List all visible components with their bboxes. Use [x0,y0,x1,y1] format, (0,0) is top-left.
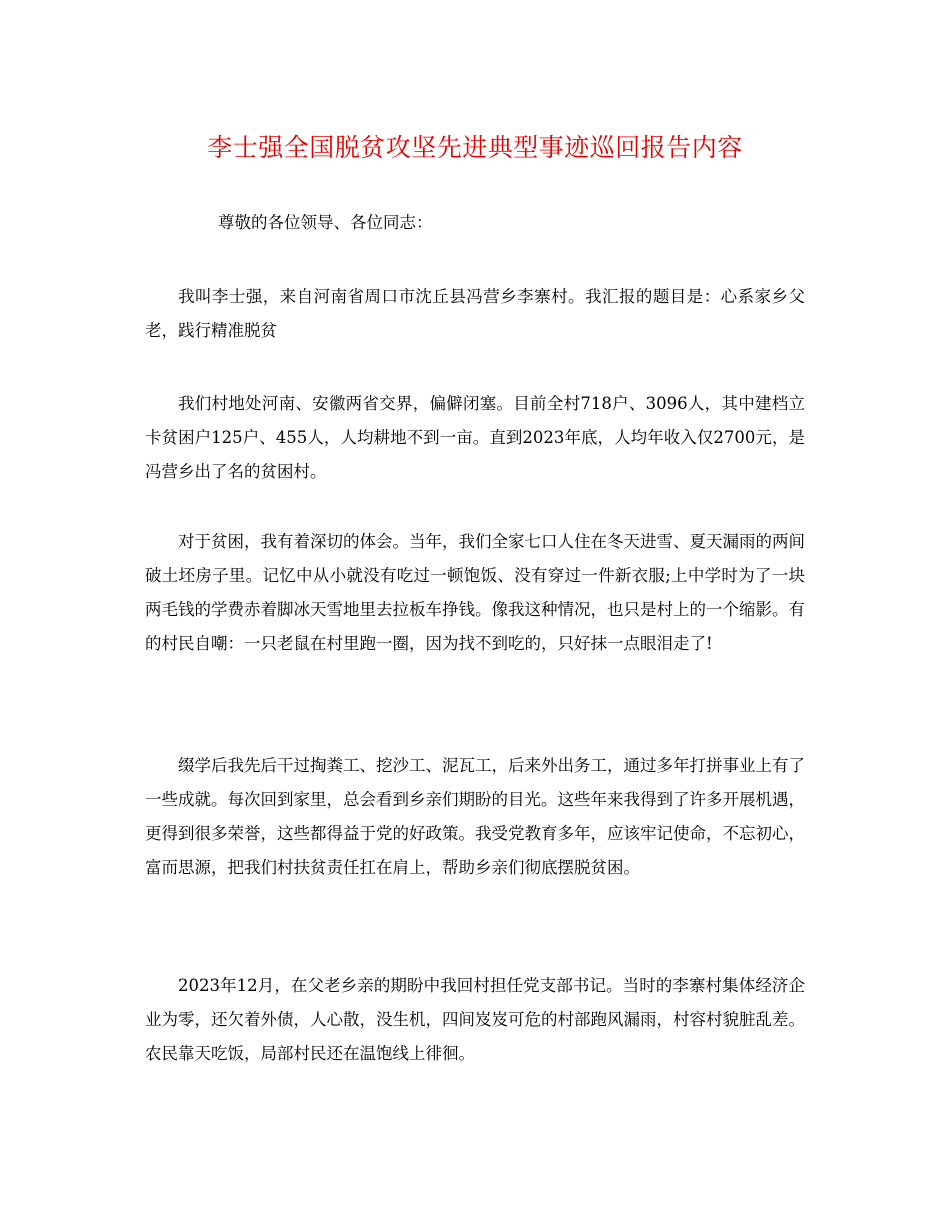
paragraph-4: 缀学后我先后干过掏粪工、挖沙工、泥瓦工，后来外出务工，通过多年打拼事业上有了一些成就。每次回到家里，总会看到乡亲们期盼的目光。这些年来我得到了许多开展机遇，更得到很多荣誉，这些都得益于党的好政策。我受党教育多年，应该牢记使命，不忘初心，富而思源，把我们村扶贫责任扛在肩上，帮助乡亲们彻底摆脱贫困。 [145,756,805,877]
paragraph-2: 我们村地处河南、安徽两省交界，偏僻闭塞。目前全村718户、3096人，其中建档立卡贫困户125户、455人，人均耕地不到一亩。直到2023年底，人均年收入仅2700元，是冯营乡出了名的贫困村。 [145,394,805,481]
paragraph-3: 对于贫困，我有着深切的体会。当年，我们全家七口人住在冬天进雪、夏天漏雨的两间破土坯房子里。记忆中从小就没有吃过一顿饱饭、没有穿过一件新衣服;上中学时为了一块两毛钱的学费赤着脚冰天雪地里去拉板车挣钱。像我这种情况，也只是村上的一个缩影。有的村民自嘲：一只老鼠在村里跑一圈，因为找不到吃的，只好抹一点眼泪走了! [145,532,805,653]
paragraph-5: 2023年12月，在父老乡亲的期盼中我回村担任党支部书记。当时的李寨村集体经济企业为零，还欠着外债，人心散，没生机，四间岌岌可危的村部跑风漏雨，村容村貌脏乱差。农民靠天吃饭，局部村民还在温饱线上徘徊。 [145,976,805,1063]
paragraph-1: 我叫李士强，来自河南省周口市沈丘县冯营乡李寨村。我汇报的题目是：心系家乡父老，践行精准脱贫 [145,287,805,340]
page-title: 李士强全国脱贫攻坚先进典型事迹巡回报告内容 [207,133,743,162]
salutation: 尊敬的各位领导、各位同志： [218,213,433,232]
